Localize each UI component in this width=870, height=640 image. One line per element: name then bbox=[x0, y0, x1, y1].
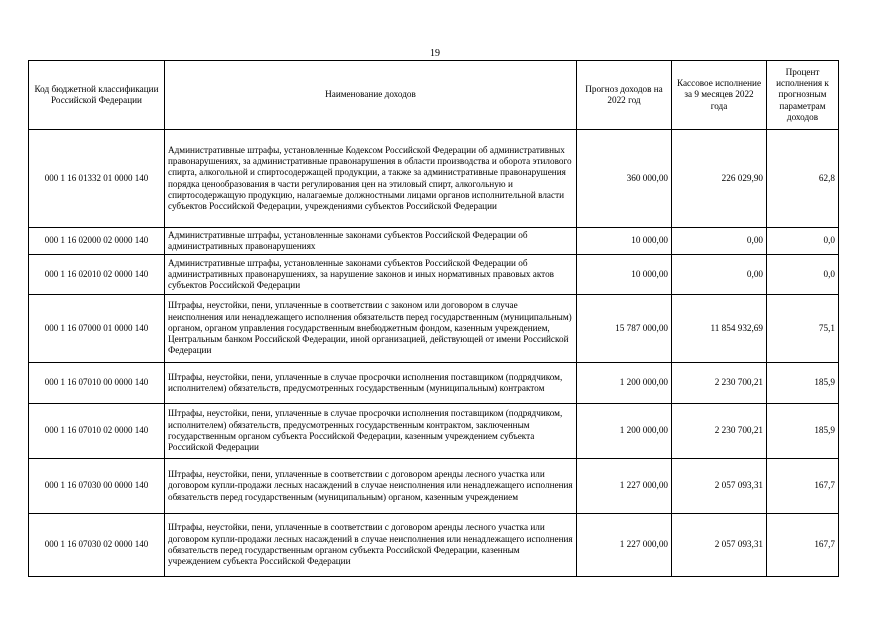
row-name: Штрафы, неустойки, пени, уплаченные в соответствии с договором аренды лесного участка или договором купли-продажи лесных насаждений в случае неисполнения или ненадлежащего исполнения обязательств перед государственным органом субъекта Российской Федерации, казенным учреждением субъекта Российской Федерации bbox=[165, 514, 577, 577]
row-forecast: 10 000,00 bbox=[577, 255, 672, 295]
header-name: Наименование доходов bbox=[165, 61, 577, 130]
row-name: Административные штрафы, установленные Кодексом Российской Федерации об административных правонарушениях, за административные правонарушения в области производства и оборота этилового спирта, алкогольной и спиртосодержащей продукции, а также за административные правонарушения порядка ценообразования в части регулирования цен на этиловый спирт, алкогольную и спиртосодержащую продукцию, налагаемые должностными лицами органов исполнительной власти субъектов Российской Федерации, учреждениями субъектов Российской Федерации bbox=[165, 130, 577, 228]
row-name: Административные штрафы, установленные законами субъектов Российской Федерации об административных правонарушениях, за нарушение законов и иных нормативных правовых актов субъектов Российской Федерации bbox=[165, 255, 577, 295]
row-code: 000 1 16 01332 01 0000 140 bbox=[29, 130, 165, 228]
row-percent: 0,0 bbox=[767, 255, 839, 295]
row-name: Административные штрафы, установленные законами субъектов Российской Федерации об административных правонарушениях bbox=[165, 228, 577, 255]
table-row bbox=[29, 255, 839, 295]
page-number: 19 bbox=[430, 48, 440, 59]
table-row bbox=[29, 514, 839, 577]
row-code: 000 1 16 07030 00 0000 140 bbox=[29, 459, 165, 514]
row-execution: 2 230 700,21 bbox=[672, 404, 767, 459]
row-percent: 0,0 bbox=[767, 228, 839, 255]
row-percent: 167,7 bbox=[767, 459, 839, 514]
row-name: Штрафы, неустойки, пени, уплаченные в случае просрочки исполнения поставщиком (подрядчиком, исполнителем) обязательств, предусмотренных государственным контрактом, заключенным государственным органом субъекта Российской Федерации, казенным учреждением субъекта Российской Федерации bbox=[165, 404, 577, 459]
row-forecast: 360 000,00 bbox=[577, 130, 672, 228]
header-execution: Кассовое исполнение за 9 месяцев 2022 года bbox=[672, 61, 767, 130]
row-execution: 2 230 700,21 bbox=[672, 363, 767, 404]
row-percent: 75,1 bbox=[767, 295, 839, 363]
row-forecast: 1 200 000,00 bbox=[577, 363, 672, 404]
row-forecast: 1 227 000,00 bbox=[577, 514, 672, 577]
table-row bbox=[29, 130, 839, 228]
row-forecast: 1 227 000,00 bbox=[577, 459, 672, 514]
header-code: Код бюджетной классификации Российской Федерации bbox=[29, 61, 165, 130]
row-code: 000 1 16 02010 02 0000 140 bbox=[29, 255, 165, 295]
header-forecast: Прогноз доходов на 2022 год bbox=[577, 61, 672, 130]
table-row bbox=[29, 459, 839, 514]
row-forecast: 1 200 000,00 bbox=[577, 404, 672, 459]
row-code: 000 1 16 02000 02 0000 140 bbox=[29, 228, 165, 255]
row-percent: 167,7 bbox=[767, 514, 839, 577]
row-forecast: 15 787 000,00 bbox=[577, 295, 672, 363]
table-header-row bbox=[29, 61, 839, 130]
table-row bbox=[29, 404, 839, 459]
row-code: 000 1 16 07010 02 0000 140 bbox=[29, 404, 165, 459]
row-execution: 0,00 bbox=[672, 255, 767, 295]
row-forecast: 10 000,00 bbox=[577, 228, 672, 255]
table-row bbox=[29, 228, 839, 255]
row-execution: 0,00 bbox=[672, 228, 767, 255]
row-execution: 11 854 932,69 bbox=[672, 295, 767, 363]
row-name: Штрафы, неустойки, пени, уплаченные в соответствии с договором аренды лесного участка или договором купли-продажи лесных насаждений в случае неисполнения или ненадлежащего исполнения обязательств перед государственным (муниципальным) органом, казенным учреждением bbox=[165, 459, 577, 514]
row-code: 000 1 16 07010 00 0000 140 bbox=[29, 363, 165, 404]
row-execution: 226 029,90 bbox=[672, 130, 767, 228]
row-name: Штрафы, неустойки, пени, уплаченные в случае просрочки исполнения поставщиком (подрядчиком, исполнителем) обязательств, предусмотренных государственным (муниципальным) контрактом bbox=[165, 363, 577, 404]
row-percent: 185,9 bbox=[767, 404, 839, 459]
row-percent: 185,9 bbox=[767, 363, 839, 404]
row-code: 000 1 16 07000 01 0000 140 bbox=[29, 295, 165, 363]
table-row bbox=[29, 295, 839, 363]
row-percent: 62,8 bbox=[767, 130, 839, 228]
row-execution: 2 057 093,31 bbox=[672, 514, 767, 577]
header-percent: Процент исполнения к прогнозным параметрам доходов bbox=[767, 61, 839, 130]
row-execution: 2 057 093,31 bbox=[672, 459, 767, 514]
row-code: 000 1 16 07030 02 0000 140 bbox=[29, 514, 165, 577]
row-name: Штрафы, неустойки, пени, уплаченные в соответствии с законом или договором в случае неисполнения или ненадлежащего исполнения обязательств перед государственным (муниципальным) органом, органом управления государственным внебюджетным фондом, казенным учреждением, Центральным банком Российской Федерации, иной организацией, действующей от имени Российской Федерации bbox=[165, 295, 577, 363]
revenue-table bbox=[28, 60, 839, 577]
table-row bbox=[29, 363, 839, 404]
